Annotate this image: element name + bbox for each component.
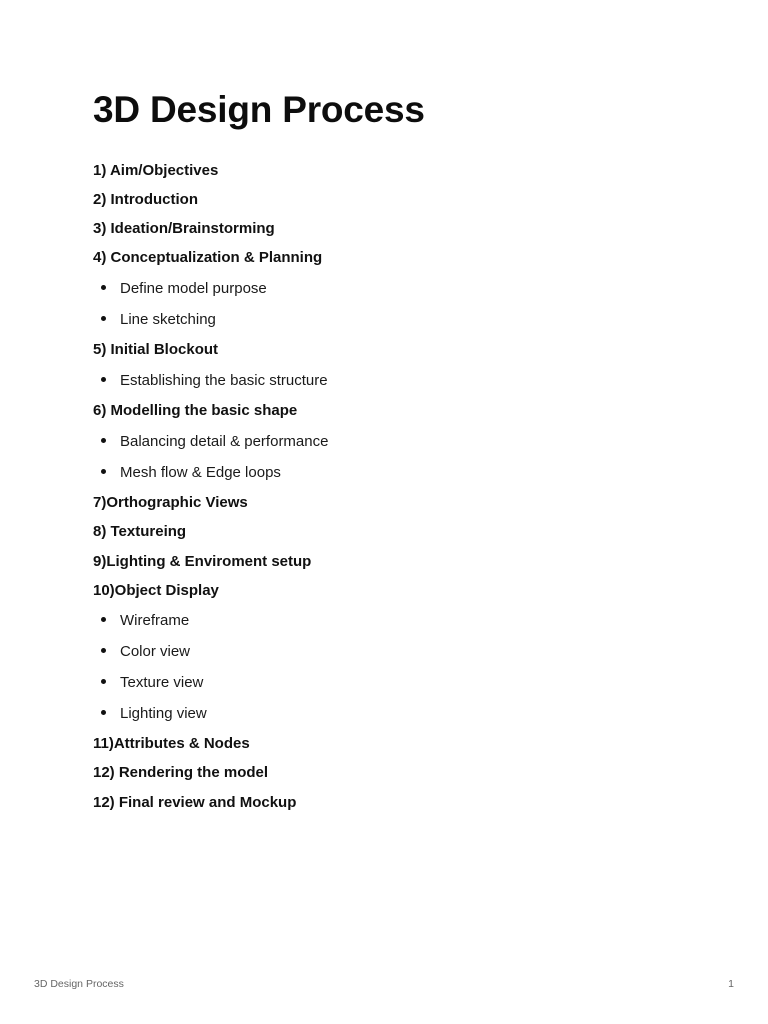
outline-bullet-text: Define model purpose	[120, 280, 267, 297]
outline-bullet-text: Line sketching	[120, 311, 216, 328]
outline-heading-lighting-environment: 9)Lighting & Enviroment setup	[93, 553, 312, 570]
footer-document-name: 3D Design Process	[34, 978, 124, 990]
outline-heading-introduction: 2) Introduction	[93, 191, 198, 208]
outline-bullet-item	[101, 371, 328, 391]
bullet-icon	[101, 316, 106, 321]
outline-bullet-item	[101, 704, 207, 724]
bullet-icon	[101, 377, 106, 382]
page-title: 3D Design Process	[93, 89, 425, 130]
bullet-icon	[101, 648, 106, 653]
outline-bullet-item	[101, 463, 281, 483]
outline-heading-ideation: 3) Ideation/Brainstorming	[93, 220, 275, 237]
outline-heading-initial-blockout: 5) Initial Blockout	[93, 341, 219, 358]
outline-bullet-item	[101, 673, 203, 693]
outline-bullet-text: Texture view	[120, 674, 204, 691]
bullet-icon	[101, 469, 106, 474]
outline-bullet-text: Mesh flow & Edge loops	[120, 464, 281, 481]
outline-bullet-text: Lighting view	[120, 705, 207, 722]
outline-bullet-text: Color view	[120, 643, 191, 660]
outline-heading-conceptualization: 4) Conceptualization & Planning	[93, 249, 323, 266]
bullet-icon	[101, 617, 106, 622]
outline-heading-rendering: 12) Rendering the model	[93, 764, 269, 781]
outline-heading-modelling: 6) Modelling the basic shape	[93, 402, 298, 419]
outline-heading-final-review: 12) Final review and Mockup	[93, 794, 297, 811]
outline-heading-orthographic-views: 7)Orthographic Views	[93, 494, 248, 511]
outline-bullet-text: Balancing detail & performance	[120, 433, 329, 450]
outline-bullet-item	[101, 611, 189, 631]
outline-heading-textureing: 8) Textureing	[93, 523, 187, 540]
bullet-icon	[101, 679, 106, 684]
outline-bullet-item	[101, 310, 216, 330]
outline-bullet-item	[101, 642, 190, 662]
outline-bullet-text: Establishing the basic structure	[120, 372, 328, 389]
bullet-icon	[101, 285, 106, 290]
outline-heading-attributes-nodes: 11)Attributes & Nodes	[93, 735, 250, 752]
outline-bullet-text: Wireframe	[120, 612, 190, 629]
bullet-icon	[101, 710, 106, 715]
outline-heading-object-display: 10)Object Display	[93, 582, 219, 599]
outline-bullet-item	[101, 279, 267, 299]
footer-page-number: 1	[728, 978, 734, 990]
outline-bullet-item	[101, 432, 328, 452]
bullet-icon	[101, 438, 106, 443]
outline-heading-aim-objectives: 1) Aim/Objectives	[93, 162, 219, 179]
